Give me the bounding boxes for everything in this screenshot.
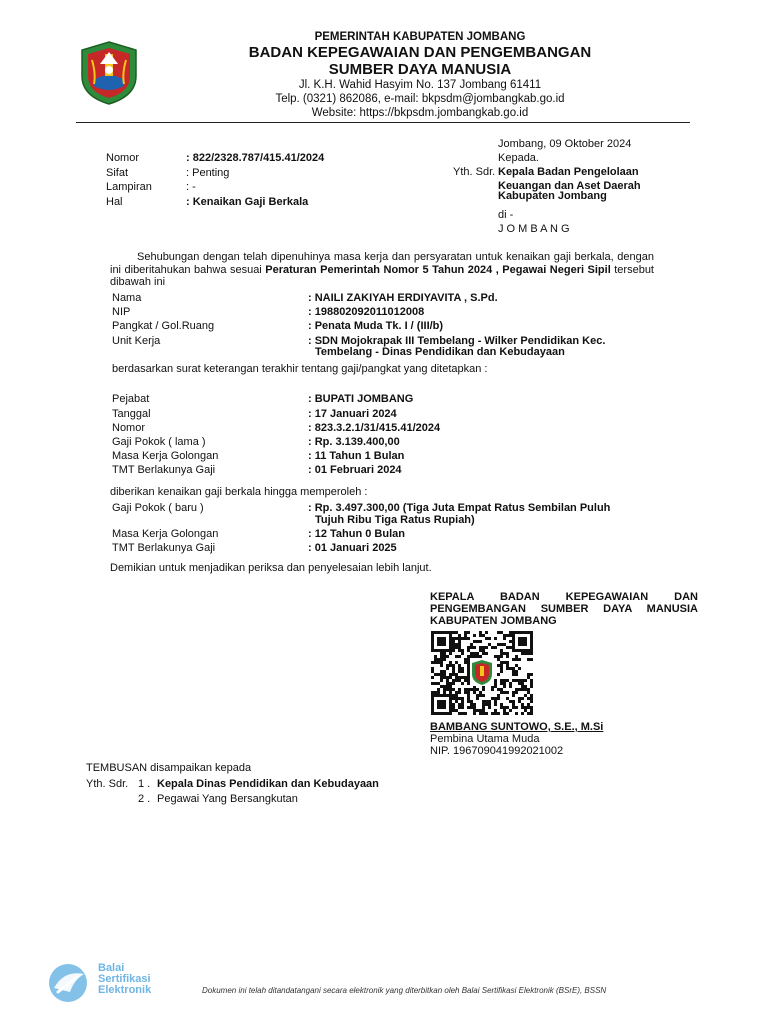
signatory-title-line2: PENGEMBANGAN SUMBER DAYA MANUSIA (430, 603, 698, 615)
e-signature-note: Dokumen ini telah ditandatangani secara elektronik yang diterbitkan oleh Balai Sertifikasi Elektronik (BSrE), BSSN (202, 986, 607, 995)
agency-name-line2: SUMBER DAYA MANUSIA (328, 61, 512, 78)
bsre-text-line3: Elektronik (98, 984, 152, 996)
intro-text: Sehubungan dengan telah dipenuhinya masa kerja dan persyaratan untuk kenaikan gaji berkala, dengan ini diberitahukan bahwa sesuai (110, 251, 654, 276)
bsre-text-line2: Sertifikasi (98, 973, 151, 985)
decree-value-tmt: : 01 Februari 2024 (308, 464, 402, 476)
decree-label-gaji-lama: Gaji Pokok ( lama ) (112, 436, 206, 448)
copies-item-1-text: Kepala Dinas Pendidikan dan Kebudayaan (157, 778, 379, 790)
decree-label-tanggal: Tanggal (112, 408, 151, 420)
bsre-emblem-icon (44, 962, 96, 1004)
new-value-gaji-baru: : Rp. 3.497.300,00 (Tiga Juta Empat Ratus Sembilan Puluh (308, 502, 611, 514)
decree-value-tanggal: : 17 Januari 2024 (308, 408, 397, 420)
meta-row-lampiran (106, 180, 324, 195)
employee-value-unit-cont: Tembelang - Dinas Pendidikan dan Kebudayaan (315, 346, 565, 358)
decree-label-pejabat: Pejabat (112, 393, 150, 405)
new-label-masa-kerja: Masa Kerja Golongan (112, 528, 219, 540)
meta-value: : - (186, 181, 196, 193)
meta-value: : 822/2328.787/415.41/2024 (186, 152, 325, 164)
employee-label-pangkat: Pangkat / Gol.Ruang (112, 320, 215, 332)
decree-value-nomor: : 823.3.2.1/31/415.41/2024 (308, 422, 441, 434)
recipient-yth: Yth. Sdr. (453, 166, 496, 178)
meta-value: : Penting (186, 166, 230, 179)
letter-meta (106, 151, 324, 209)
copies-heading: TEMBUSAN disampaikan kepada (86, 762, 252, 774)
employee-label-nip: NIP (112, 306, 131, 318)
employee-value-unit: : SDN Mojokrapak III Tembelang - Wilker Pendidikan Kec. (308, 335, 606, 347)
agency-website: Website: https://bkpsdm.jombangkab.go.id (311, 107, 529, 119)
meta-label: Hal (106, 195, 123, 208)
new-value-gaji-baru-words: Tujuh Ribu Tiga Ratus Rupiah) (315, 514, 475, 526)
letterhead-divider (76, 122, 690, 123)
employee-label-nama: Nama (112, 292, 142, 304)
new-value-tmt: : 01 Januari 2025 (308, 542, 397, 554)
given-text: diberikan kenaikan gaji berkala hingga memperoleh : (110, 486, 368, 498)
recipient-line3: Kabupaten Jombang (498, 190, 607, 202)
decree-label-masa-kerja: Masa Kerja Golongan (112, 450, 219, 462)
employee-label-unit: Unit Kerja (112, 335, 161, 347)
signatory-name: BAMBANG SUNTOWO, S.E., M.Si (430, 721, 604, 733)
signatory-title-line3: KABUPATEN JOMBANG (430, 615, 557, 627)
signatory-rank: Pembina Utama Muda (430, 733, 540, 745)
new-value-masa-kerja: : 12 Tahun 0 Bulan (308, 528, 405, 540)
letterhead (150, 30, 690, 120)
new-label-tmt: TMT Berlakunya Gaji (112, 542, 216, 554)
meta-row-nomor (106, 151, 324, 166)
place-date: Jombang, 09 Oktober 2024 (498, 138, 632, 150)
bsre-text-line1: Balai (98, 962, 125, 974)
copies-item-1-no: 1 . (138, 778, 151, 790)
copies-item-2-text: Pegawai Yang Bersangkutan (157, 793, 298, 805)
intro-regulation: Peraturan Pemerintah Nomor 5 Tahun 2024 , Pegawai Negeri Sipil (265, 263, 611, 276)
decree-value-masa-kerja: : 11 Tahun 1 Bulan (308, 450, 405, 462)
signatory-title-line1: KEPALA BADAN KEPEGAWAIAN DAN (430, 591, 698, 603)
employee-value-nip: : 198802092011012008 (308, 306, 425, 318)
copies-item-2-no: 2 . (138, 793, 151, 805)
regency-crest-logo (80, 40, 138, 106)
meta-value: : Kenaikan Gaji Berkala (186, 195, 309, 208)
meta-row-hal (106, 195, 324, 210)
meta-row-sifat (106, 166, 324, 181)
government-name: PEMERINTAH KABUPATEN JOMBANG (314, 31, 526, 43)
meta-label: Sifat (106, 166, 129, 179)
employee-value-nama: : NAILI ZAKIYAH ERDIYAVITA , S.Pd. (308, 292, 498, 304)
decree-label-tmt: TMT Berlakunya Gaji (112, 464, 216, 476)
meta-label: Lampiran (106, 181, 152, 193)
signatory-nip: NIP. 196709041992021002 (430, 745, 564, 757)
kepada-label: Kepada. (498, 152, 539, 164)
copies-yth: Yth. Sdr. (86, 778, 129, 790)
agency-contact: Telp. (0321) 862086, e-mail: bkpsdm@jombangkab.go.id (275, 93, 565, 105)
intro-text-end: tersebut dibawah ini (110, 263, 654, 288)
recipient-city: J O M B A N G (498, 223, 570, 235)
recipient-line1: Kepala Badan Pengelolaan (498, 166, 639, 178)
bsre-logo (44, 962, 184, 1004)
signature-qr-code (430, 630, 534, 716)
closing-text: Demikian untuk menjadikan periksa dan penyelesaian lebih lanjut. (110, 562, 432, 574)
recipient-line2: Keuangan dan Aset Daerah (498, 180, 641, 192)
employee-value-pangkat: : Penata Muda Tk. I / (III/b) (308, 320, 444, 332)
meta-label: Nomor (106, 152, 140, 164)
decree-value-gaji-lama: : Rp. 3.139.400,00 (308, 436, 400, 448)
agency-address: Jl. K.H. Wahid Hasyim No. 137 Jombang 61411 (298, 79, 542, 91)
recipient-di: di - (498, 209, 514, 221)
new-label-gaji-baru: Gaji Pokok ( baru ) (112, 502, 204, 514)
intro-paragraph (110, 251, 654, 289)
decree-label-nomor: Nomor (112, 422, 146, 434)
agency-name-line1: BADAN KEPEGAWAIAN DAN PENGEMBANGAN (248, 44, 592, 61)
based-on-text: berdasarkan surat keterangan terakhir tentang gaji/pangkat yang ditetapkan : (112, 363, 488, 375)
decree-value-pejabat: : BUPATI JOMBANG (308, 393, 414, 405)
